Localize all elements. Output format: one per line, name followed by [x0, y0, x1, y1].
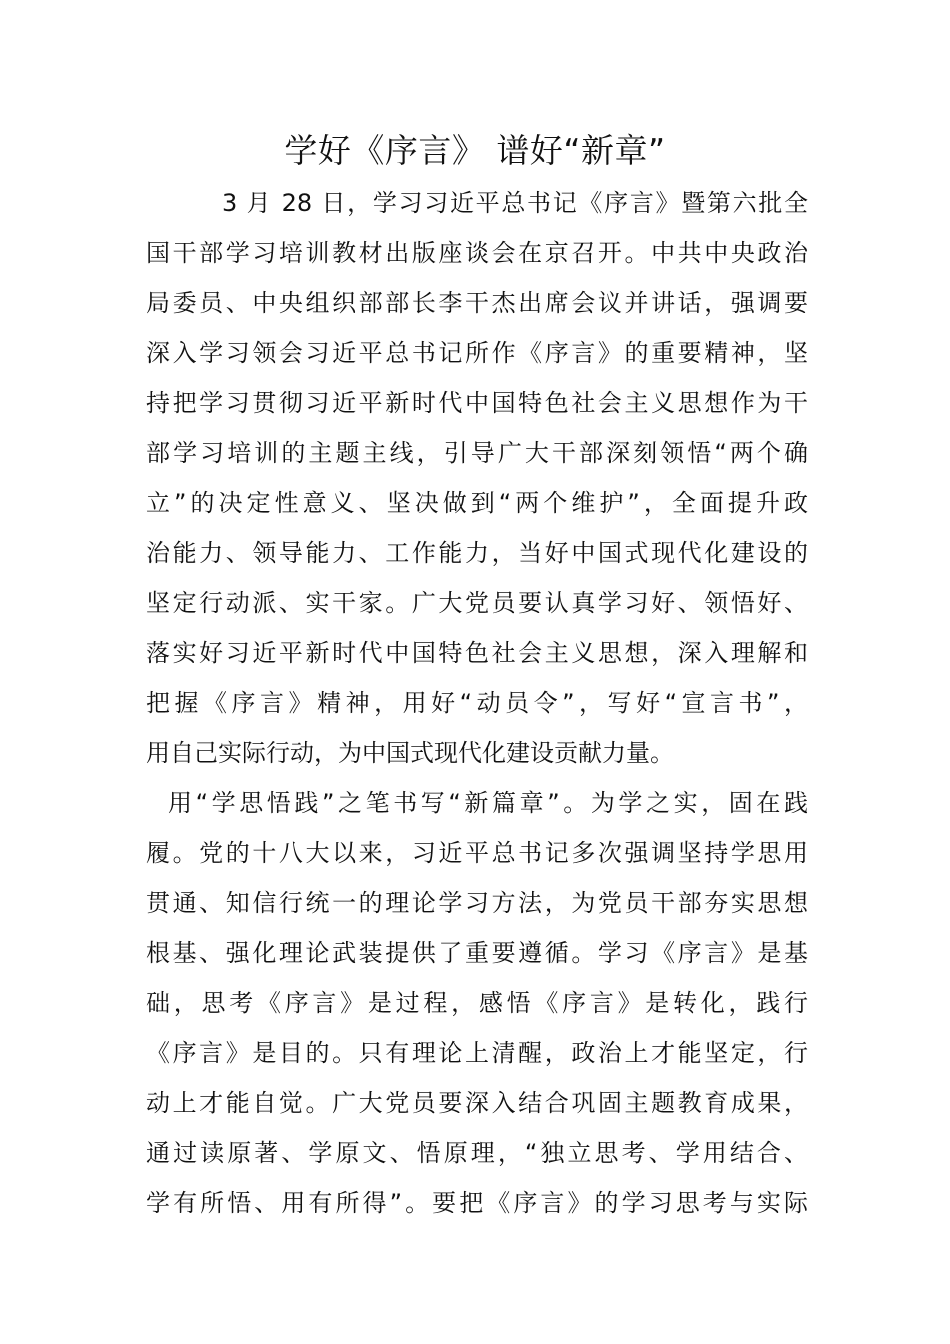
text-line: 贯通、知信行统一的理论学习方法，为党员干部夯实思想	[146, 889, 808, 917]
text-line: 治能力、领导能力、工作能力，当好中国式现代化建设的	[146, 539, 808, 567]
text-line: 深入学习领会习近平总书记所作《序言》的重要精神，坚	[146, 339, 808, 367]
text-line: 把握《序言》精神，用好“动员令”，写好“宣言书”，	[146, 689, 808, 717]
text-line: 3 月 28 日，学习习近平总书记《序言》暨第六批全	[222, 189, 808, 217]
text-line: 用“学思悟践”之笔书写“新篇章”。为学之实，固在践	[168, 789, 808, 817]
text-line: 动上才能自觉。广大党员要深入结合巩固主题教育成果，	[146, 1089, 808, 1117]
text-line: 履。党的十八大以来，习近平总书记多次强调坚持学思用	[146, 839, 808, 867]
text-line: 学有所悟、用有所得”。要把《序言》的学习思考与实际	[146, 1189, 808, 1217]
text-line: 部学习培训的主题主线，引导广大干部深刻领悟“两个确	[146, 439, 808, 467]
text-line: 础，思考《序言》是过程，感悟《序言》是转化，践行	[146, 989, 808, 1017]
text-line: 局委员、中央组织部部长李干杰出席会议并讲话，强调要	[146, 289, 808, 317]
text-line: 用自己实际行动，为中国式现代化建设贡献力量。	[146, 739, 674, 767]
text-line: 持把学习贯彻习近平新时代中国特色社会主义思想作为干	[146, 389, 808, 417]
text-line: 国干部学习培训教材出版座谈会在京召开。中共中央政治	[146, 239, 808, 267]
text-line: 通过读原著、学原文、悟原理，“独立思考、学用结合、	[146, 1139, 808, 1167]
text-line: 坚定行动派、实干家。广大党员要认真学习好、领悟好、	[146, 589, 808, 617]
text-line: 根基、强化理论武装提供了重要遵循。学习《序言》是基	[146, 939, 808, 967]
document-title: 学好《序言》 谱好“新章”	[284, 131, 666, 170]
paragraph-2	[146, 778, 808, 1228]
text-line: 《序言》是目的。只有理论上清醒，政治上才能坚定，行	[146, 1039, 808, 1067]
text-line: 落实好习近平新时代中国特色社会主义思想，深入理解和	[146, 639, 808, 667]
text-line: 立”的决定性意义、坚决做到“两个维护”，全面提升政	[146, 489, 808, 517]
paragraph-1	[146, 178, 808, 778]
document-body	[146, 178, 808, 1228]
